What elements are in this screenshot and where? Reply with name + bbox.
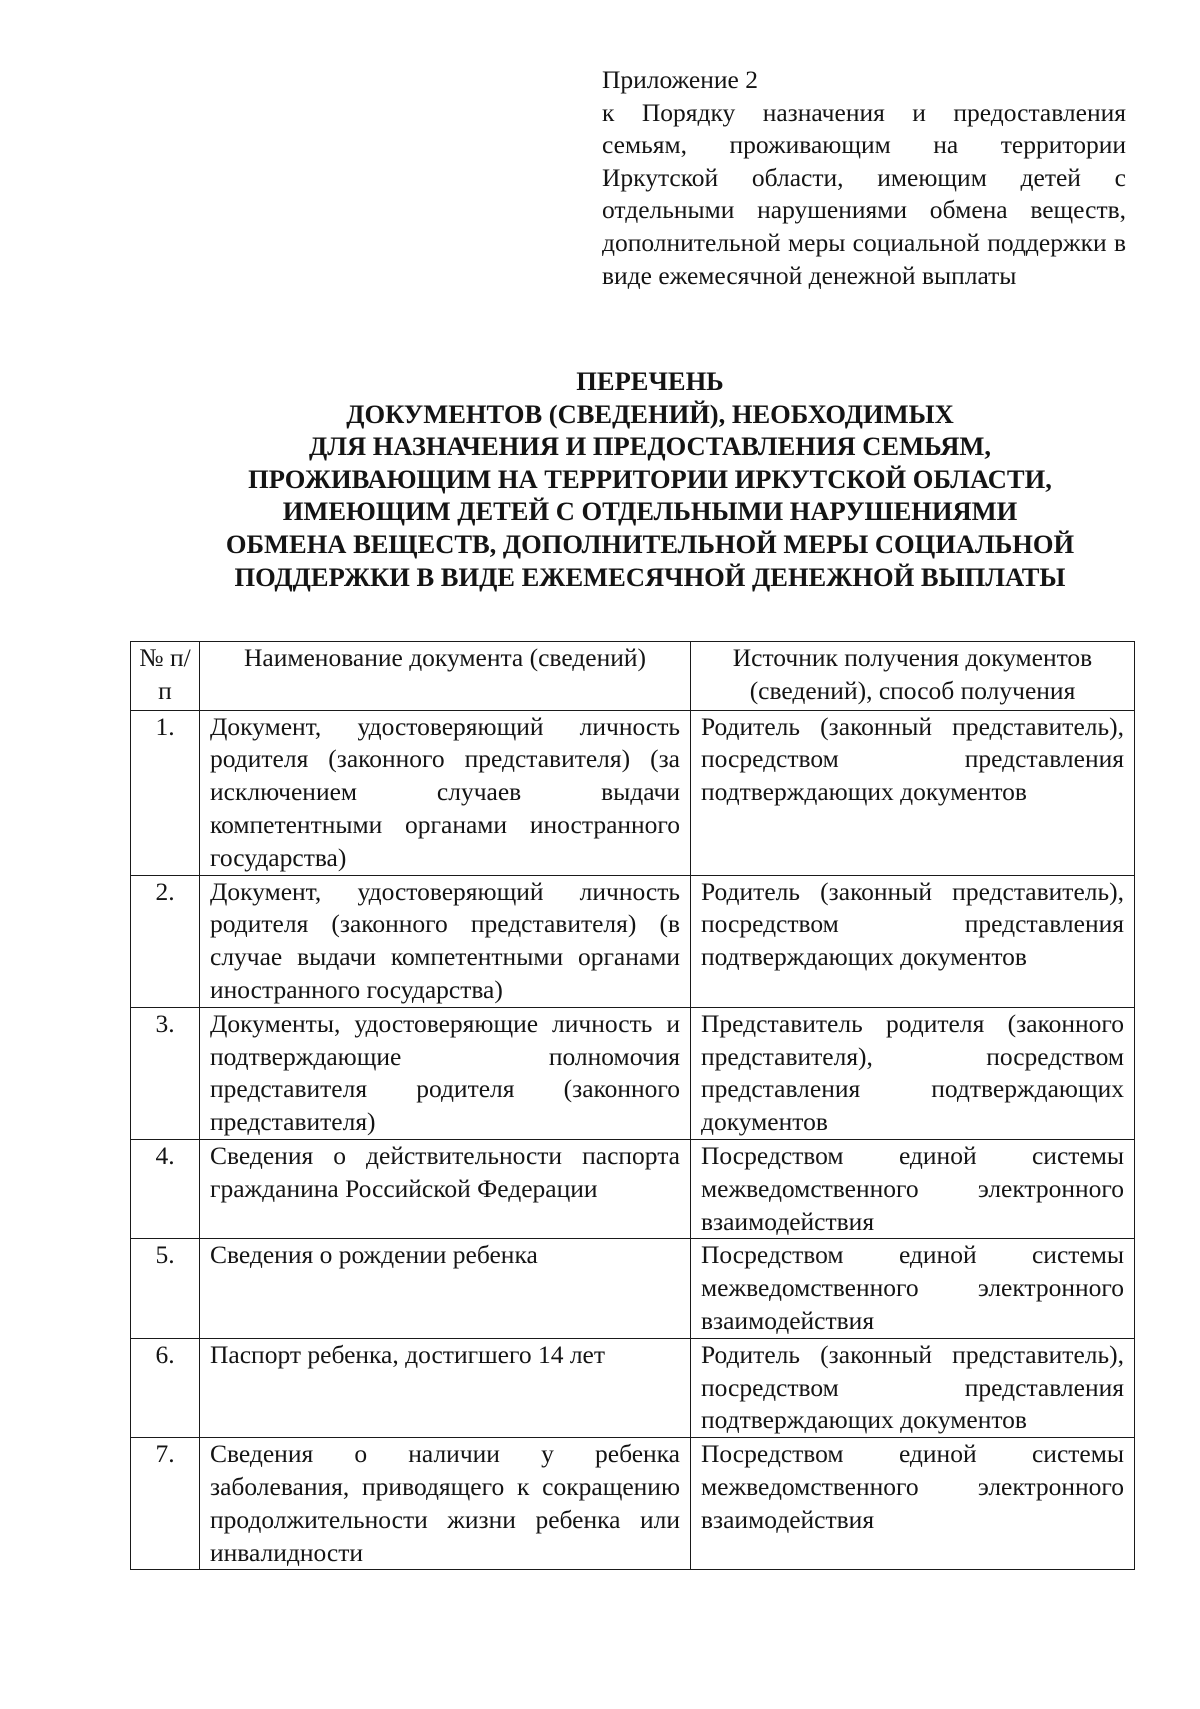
header-source: Источник получения документов (сведений), способ получения <box>691 642 1135 711</box>
table-row <box>131 710 1135 875</box>
row-document-name: Сведения о наличии у ребенка заболевания, приводящего к сокращению продолжительности жизни ребенка или инвалидности <box>200 1438 691 1570</box>
title-line: ПЕРЕЧЕНЬ <box>576 366 724 396</box>
row-number: 6. <box>131 1338 200 1437</box>
row-source: Родитель (законный представитель), посредством представления подтверждающих документов <box>691 710 1135 875</box>
title-line: ОБМЕНА ВЕЩЕСТВ, ДОПОЛНИТЕЛЬНОЙ МЕРЫ СОЦИАЛЬНОЙ <box>225 528 1075 559</box>
header-document-name: Наименование документа (сведений) <box>200 642 691 711</box>
header-number: № п/п <box>131 642 200 711</box>
title-line: ДОКУМЕНТОВ (СВЕДЕНИЙ), НЕОБХОДИМЫХ <box>346 398 954 429</box>
title-line: ПОДДЕРЖКИ В ВИДЕ ЕЖЕМЕСЯЧНОЙ ДЕНЕЖНОЙ ВЫПЛАТЫ <box>234 561 1066 592</box>
documents-table <box>130 641 1135 1570</box>
title-line: ИМЕЮЩИМ ДЕТЕЙ С ОТДЕЛЬНЫМИ НАРУШЕНИЯМИ <box>282 496 1018 527</box>
appendix-block <box>602 64 1126 292</box>
table-row <box>131 1139 1135 1238</box>
row-document-name: Сведения о рождении ребенка <box>200 1239 691 1338</box>
row-source: Представитель родителя (законного представителя), посредством представления подтверждающих документов <box>691 1007 1135 1139</box>
table-row <box>131 1338 1135 1437</box>
appendix-number: Приложение 2 <box>602 65 758 94</box>
row-document-name: Документы, удостоверяющие личность и подтверждающие полномочия представителя родителя (законного представителя) <box>200 1007 691 1139</box>
row-number: 7. <box>131 1438 200 1570</box>
row-number: 5. <box>131 1239 200 1338</box>
table-row <box>131 1438 1135 1570</box>
row-source: Родитель (законный представитель), посредством представления подтверждающих документов <box>691 1338 1135 1437</box>
row-number: 2. <box>131 875 200 1007</box>
appendix-text: к Порядку назначения и предоставления семьям, проживающим на территории Иркутской области, имеющим детей с отдельными нарушениями обмена веществ, дополнительной меры социальной поддержки в виде ежемесячной денежной выплаты <box>602 97 1126 290</box>
table-row <box>131 875 1135 1007</box>
row-number: 1. <box>131 710 200 875</box>
row-source: Посредством единой системы межведомственного электронного взаимодействия <box>691 1239 1135 1338</box>
row-source: Родитель (законный представитель), посредством представления подтверждающих документов <box>691 875 1135 1007</box>
table-header-row <box>131 642 1135 711</box>
row-source: Посредством единой системы межведомственного электронного взаимодействия <box>691 1438 1135 1570</box>
table-row <box>131 1007 1135 1139</box>
row-document-name: Сведения о действительности паспорта гражданина Российской Федерации <box>200 1139 691 1238</box>
title-line: ПРОЖИВАЮЩИМ НА ТЕРРИТОРИИ ИРКУТСКОЙ ОБЛАСТИ, <box>248 463 1052 494</box>
row-number: 4. <box>131 1139 200 1238</box>
row-document-name: Документ, удостоверяющий личность родителя (законного представителя) (за исключением случаев выдачи компетентными органами иностранного государства) <box>200 710 691 875</box>
row-document-name: Документ, удостоверяющий личность родителя (законного представителя) (в случае выдачи компетентными органами иностранного государства) <box>200 875 691 1007</box>
row-number: 3. <box>131 1007 200 1139</box>
document-title <box>130 365 1170 593</box>
row-source: Посредством единой системы межведомственного электронного взаимодействия <box>691 1139 1135 1238</box>
row-document-name: Паспорт ребенка, достигшего 14 лет <box>200 1338 691 1437</box>
title-line: ДЛЯ НАЗНАЧЕНИЯ И ПРЕДОСТАВЛЕНИЯ СЕМЬЯМ, <box>309 431 991 462</box>
table-row <box>131 1239 1135 1338</box>
